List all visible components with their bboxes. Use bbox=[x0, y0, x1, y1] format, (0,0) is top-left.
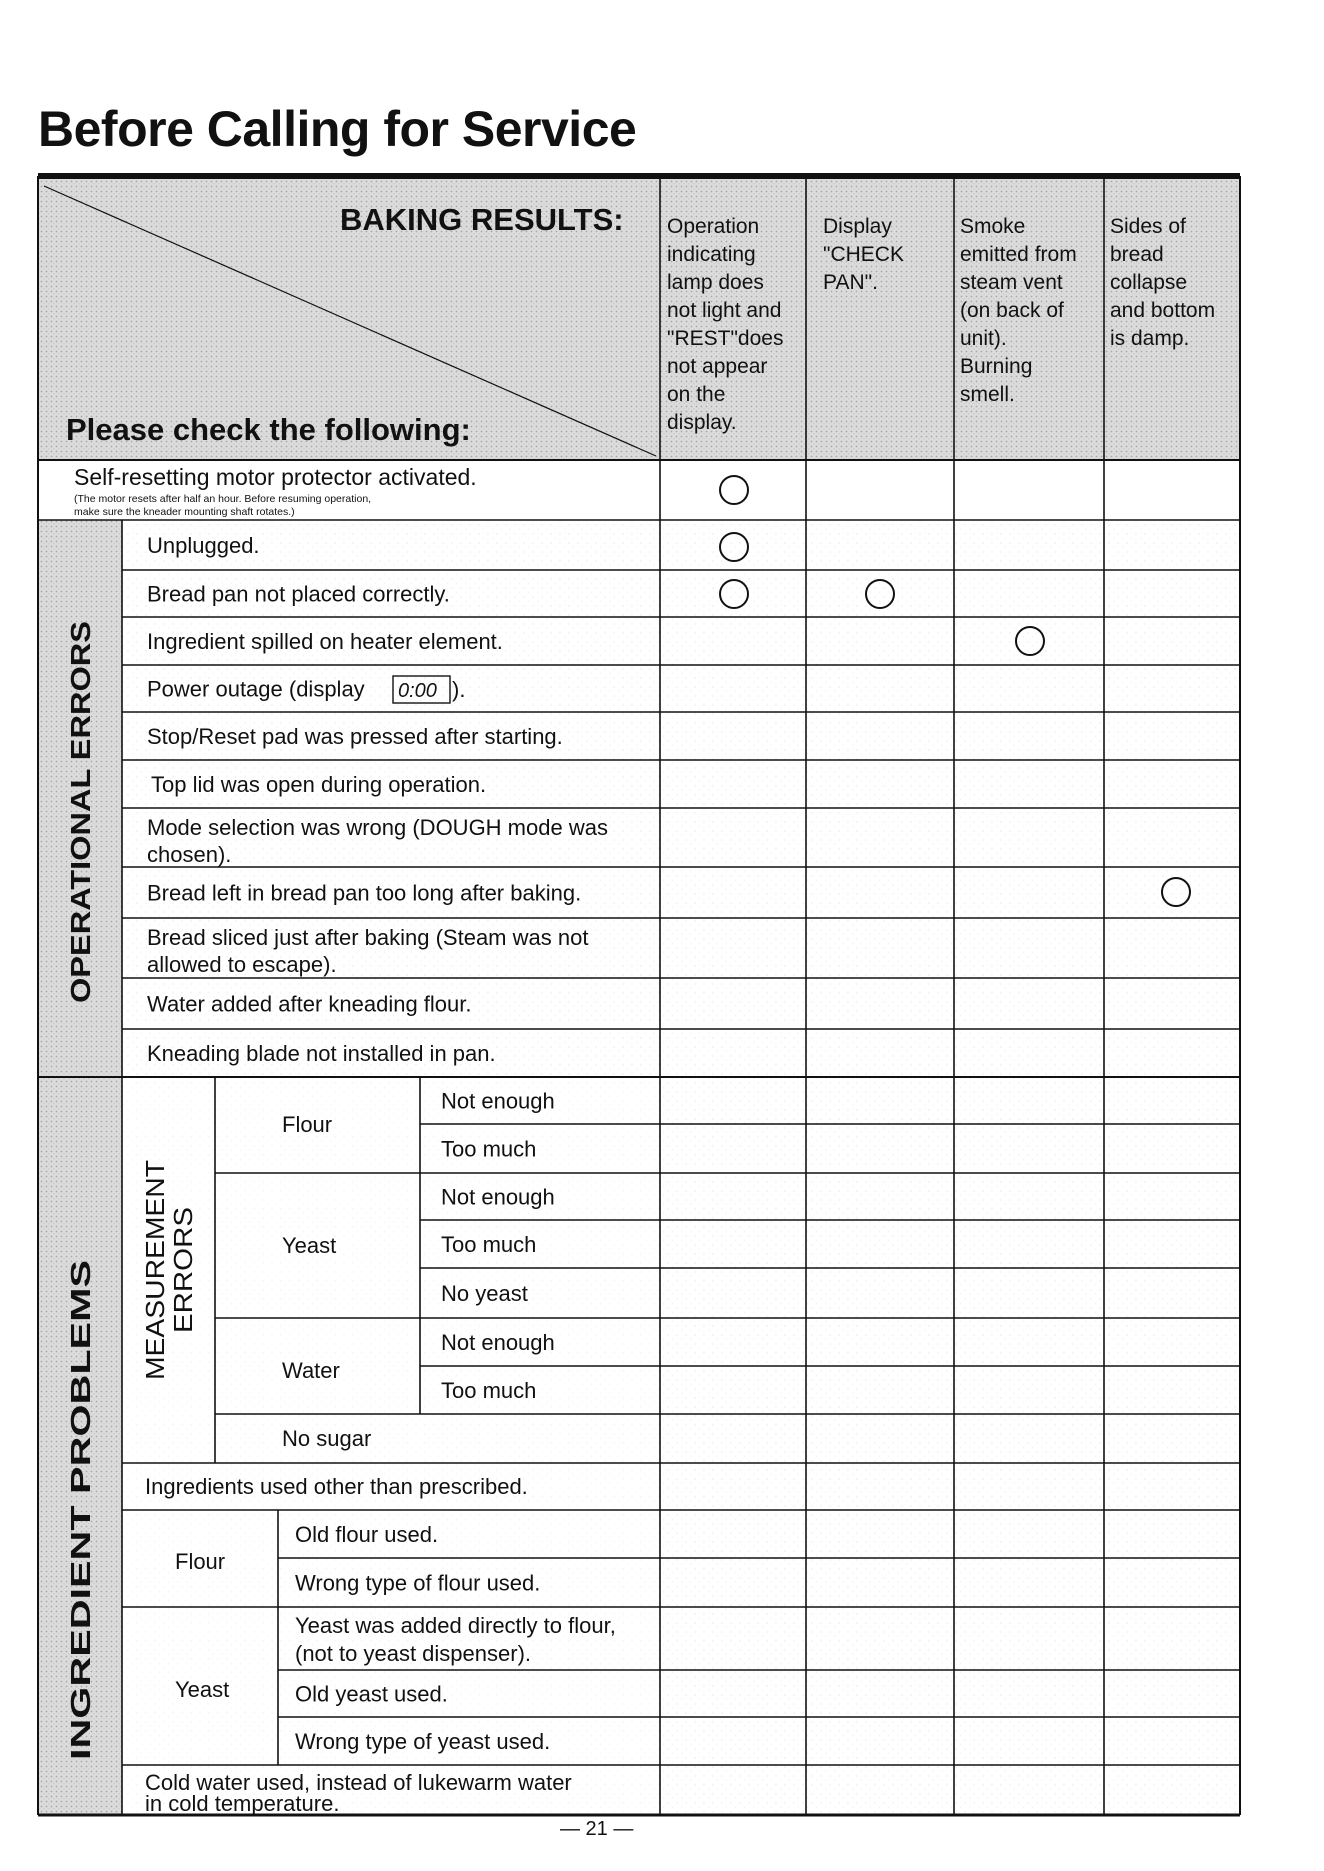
operational-row-5: Stop/Reset pad was pressed after starting. bbox=[147, 724, 563, 749]
column-2-header-line: "CHECK bbox=[823, 243, 904, 266]
operational-row-4: Power outage (display bbox=[147, 676, 365, 702]
page-number: — 21 — bbox=[560, 1818, 634, 1840]
column-3-header-line: Smoke bbox=[960, 215, 1026, 238]
operational-row-9: Bread sliced just after baking (Steam was not bbox=[147, 925, 589, 950]
measurement-group-flour: Flour bbox=[282, 1112, 333, 1137]
measurement-row-4: Too much bbox=[441, 1232, 537, 1257]
column-1-header-line: not appear bbox=[667, 355, 768, 378]
column-1-header-line: "REST"does bbox=[667, 327, 784, 350]
column-1-header-line: on the bbox=[667, 383, 726, 406]
quality-row-3: Yeast was added directly to flour, bbox=[295, 1613, 616, 1638]
measurement-group-yeast: Yeast bbox=[282, 1233, 337, 1258]
column-4-header-line: and bottom bbox=[1110, 299, 1216, 322]
cold-water-row: in cold temperature. bbox=[145, 1791, 340, 1816]
measurement-errors-label: MEASUREMENT bbox=[140, 1177, 170, 1380]
ingredients-other-row: Ingredients used other than prescribed. bbox=[145, 1474, 528, 1499]
column-2-header-line: Display bbox=[823, 215, 892, 238]
measurement-row-5: No yeast bbox=[441, 1281, 528, 1306]
quality-row-3: (not to yeast dispenser). bbox=[295, 1641, 532, 1666]
operational-row-7: Mode selection was wrong (DOUGH mode was bbox=[147, 815, 608, 840]
column-4-header-line: is damp. bbox=[1110, 327, 1190, 350]
cold-water-row: Cold water used, instead of lukewarm water bbox=[145, 1770, 572, 1795]
baking-results-heading: BAKING RESULTS: bbox=[340, 202, 624, 237]
measurement-row-7: Too much bbox=[441, 1378, 537, 1403]
operational-errors-label: OPERATIONAL ERRORS bbox=[65, 674, 96, 1003]
no-sugar-row: No sugar bbox=[282, 1426, 372, 1451]
measurement-errors-label: ERRORS bbox=[168, 1221, 198, 1333]
quality-group-yeast: Yeast bbox=[175, 1677, 230, 1702]
column-3-header-line: smell. bbox=[960, 383, 1015, 406]
column-3-header-line: steam vent bbox=[960, 271, 1063, 294]
column-1-header-line: not light and bbox=[667, 299, 782, 322]
column-4-header-line: collapse bbox=[1110, 271, 1188, 294]
measurement-row-3: Not enough bbox=[441, 1184, 555, 1210]
quality-row-4: Old yeast used. bbox=[295, 1681, 448, 1707]
operational-row-7: chosen). bbox=[147, 842, 232, 867]
motor-protector-note: (The motor resets after half an hour. Before resuming operation, bbox=[74, 493, 372, 505]
motor-protector-row: Self-resetting motor protector activated. bbox=[74, 464, 477, 490]
column-1-header-line: lamp does bbox=[667, 271, 764, 294]
page-title: Before Calling for Service bbox=[38, 101, 637, 157]
column-4-header-line: Sides of bbox=[1110, 215, 1186, 238]
operational-row-6: Top lid was open during operation. bbox=[151, 772, 487, 797]
quality-row-1: Old flour used. bbox=[295, 1522, 439, 1547]
column-3-header-line: (on back of bbox=[960, 299, 1064, 322]
measurement-row-1: Not enough bbox=[441, 1088, 555, 1114]
display-suffix: ). bbox=[452, 677, 466, 702]
column-4-header-line: bread bbox=[1110, 243, 1164, 266]
quality-row-2: Wrong type of flour used. bbox=[295, 1570, 541, 1596]
column-2-header-line: PAN". bbox=[823, 271, 878, 294]
ingredient-problems-label: INGREDIENT PROBLEMS bbox=[65, 1420, 96, 1760]
column-1-header-line: Operation bbox=[667, 215, 760, 238]
column-3-header-line: emitted from bbox=[960, 243, 1077, 266]
operational-row-11: Kneading blade not installed in pan. bbox=[147, 1041, 496, 1066]
please-check-heading: Please check the following: bbox=[66, 412, 471, 447]
result-mark-circle bbox=[720, 476, 748, 504]
column-3-header-line: unit). bbox=[960, 327, 1007, 350]
operational-row-10: Water added after kneading flour. bbox=[147, 991, 472, 1017]
operational-row-2: Bread pan not placed correctly. bbox=[147, 581, 450, 607]
measurement-row-6: Not enough bbox=[441, 1330, 555, 1355]
operational-row-3: Ingredient spilled on heater element. bbox=[147, 629, 503, 654]
column-1-header-line: display. bbox=[667, 411, 737, 434]
quality-group-flour: Flour bbox=[175, 1549, 226, 1574]
motor-protector-note: make sure the kneader mounting shaft rotates.) bbox=[74, 506, 295, 518]
results-body-tint bbox=[660, 520, 1240, 1815]
operational-row-9: allowed to escape). bbox=[147, 952, 337, 977]
operational-row-8: Bread left in bread pan too long after baking. bbox=[147, 880, 582, 906]
operational-row-1: Unplugged. bbox=[147, 533, 260, 558]
column-3-header-line: Burning bbox=[960, 355, 1033, 378]
display-value: 0:00 bbox=[398, 680, 437, 702]
measurement-group-water: Water bbox=[282, 1358, 340, 1383]
measurement-row-2: Too much bbox=[441, 1136, 537, 1162]
quality-row-5: Wrong type of yeast used. bbox=[295, 1729, 551, 1754]
column-1-header-line: indicating bbox=[667, 243, 756, 266]
